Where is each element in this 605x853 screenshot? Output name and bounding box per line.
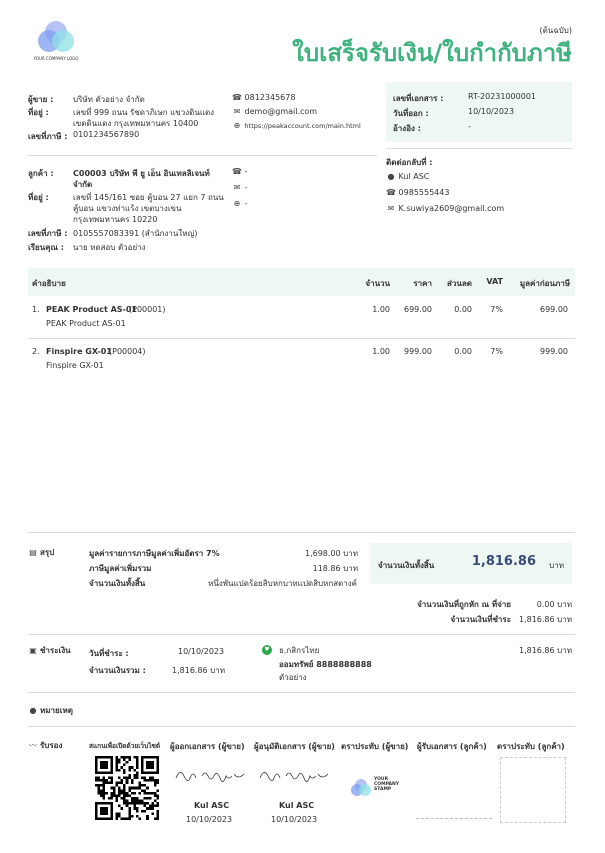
row-code: (P00001) — [129, 305, 166, 314]
total-words: หนึ่งพันแปดร้อยสิบหกบาทแปดสิบหกสตางค์ — [208, 579, 357, 588]
row-amount: 699.00 — [540, 305, 568, 314]
row-amount: 999.00 — [540, 347, 568, 356]
row-qty: 1.00 — [372, 347, 390, 356]
pay-date-label: วันที่ชำระ : — [89, 649, 129, 658]
stamp-text-1: YOUR — [374, 777, 389, 782]
globe-icon: ⊕ — [233, 199, 241, 208]
row-vat: 7% — [490, 347, 503, 356]
col-amount: มูลค่าก่อนภาษี — [519, 279, 570, 288]
summary-icon: ▤ — [29, 548, 37, 557]
row-no: 1. — [32, 305, 40, 314]
seller-tax-id: 0101234567890 — [73, 130, 140, 139]
email-icon: ✉ — [387, 204, 395, 213]
vat-base-label: มูลค่ารายการภาษีมูลค่าเพิ่มอัตรา 7% — [89, 549, 220, 558]
doc-info-box — [386, 82, 572, 142]
contact-label: ติดต่อกลับที่ : — [386, 158, 433, 167]
grand-total-box — [370, 543, 572, 584]
customer-phone: - — [244, 167, 248, 176]
customer-attn-label: เรียนคุณ : — [28, 243, 64, 252]
seller-tax-label: เลขที่ภาษี : — [28, 132, 68, 141]
col-desc: คำอธิบาย — [32, 279, 66, 288]
company-logo — [32, 18, 80, 62]
customer-stamp-label: ตราประทับ (ลูกค้า) — [497, 742, 565, 751]
cash-icon: ▣ — [29, 646, 37, 655]
row-name: Finspire GX-01 — [46, 347, 112, 356]
seller-address-label: ที่อยู่ : — [28, 108, 49, 117]
row-vat: 7% — [490, 305, 503, 314]
seller-name: บริษัท ตัวอย่าง จำกัด — [73, 95, 145, 104]
payment-right-amount: 1,816.86 บาท — [518, 646, 572, 655]
approver-signature — [258, 764, 336, 788]
col-qty: จำนวน — [365, 279, 390, 288]
issuer-signature — [174, 764, 252, 788]
customer-tax-label: เลขที่ภาษี : — [28, 229, 68, 238]
to-pay-label: จำนวนเงินที่ชำระ — [450, 615, 511, 624]
pay-date: 10/10/2023 — [178, 647, 225, 656]
doc-no-label: เลขที่เอกสาร : — [393, 94, 444, 103]
receiver-label: ผู้รับเอกสาร (ลูกค้า) — [417, 742, 487, 751]
email-icon: ✉ — [233, 183, 241, 192]
customer-tax-id: 0105557083391 (สำนักงานใหญ่) — [73, 229, 198, 238]
seller-address-1: เลขที่ 999 ถนน รัชดาภิเษก แขวงดินแดง — [73, 108, 215, 117]
company-stamp — [350, 776, 410, 800]
table-row — [28, 345, 575, 377]
approver-label: ผู้อนุมัติเอกสาร (ผู้ขาย) — [254, 742, 335, 751]
original-label: (ต้นฉบับ) — [539, 26, 572, 35]
row-name: PEAK Product AS-01 — [46, 305, 137, 314]
customer-email: - — [244, 183, 248, 192]
scan-label: สแกนเพื่อเปิดด้วยเว็บไซต์ — [89, 742, 161, 750]
note-label: หมายเหตุ — [40, 706, 73, 715]
row-sub: Finspire GX-01 — [46, 361, 104, 370]
to-pay-value: 1,816.86 บาท — [518, 615, 572, 624]
row-no: 2. — [32, 347, 40, 356]
contact-block — [386, 156, 572, 220]
seller-name-label: ผู้ขาย : — [28, 95, 54, 104]
signature-icon: 〰 — [29, 741, 37, 750]
table-row — [28, 303, 575, 335]
customer-website: - — [244, 199, 248, 208]
vat-value: 118.86 บาท — [312, 564, 358, 573]
col-discount: ส่วนลด — [447, 279, 472, 288]
phone-icon: ☎ — [386, 188, 396, 197]
row-price: 699.00 — [404, 305, 432, 314]
approval-label: รับรอง — [40, 741, 63, 750]
customer-contact — [232, 167, 292, 215]
note-section-label — [28, 704, 73, 717]
seller-email: demo@gmail.com — [244, 107, 318, 116]
bank-logo-icon: ♥ — [262, 645, 272, 655]
vat-label: ภาษีมูลค่าเพิ่มรวม — [89, 564, 152, 573]
person-icon: ● — [387, 172, 395, 181]
customer-address-3: กรุงเทพมหานคร 10220 — [73, 215, 158, 224]
bank-account-name: ตัวอย่าง — [279, 673, 307, 682]
customer-address-2: คู้บอน แขวงท่าแร้ง เขตบางเขน — [73, 204, 182, 213]
summary-section-label — [28, 546, 54, 559]
seller-website[interactable]: https://peakaccount.com/main.html — [244, 122, 361, 130]
row-price: 999.00 — [404, 347, 432, 356]
logo-text: YOUR COMPANY LOGO — [33, 56, 79, 61]
summary-label: สรุป — [40, 548, 55, 557]
seller-phone: 0812345678 — [244, 93, 296, 102]
payment-section-label — [28, 644, 71, 657]
withheld-value: 0.00 บาท — [536, 600, 572, 609]
contact-email: K.suwiya2609@gmail.com — [398, 204, 505, 213]
email-icon: ✉ — [233, 107, 241, 116]
issuer-name: Kul ASC — [194, 801, 230, 810]
phone-icon: ☎ — [232, 167, 242, 176]
seller-address-2: เขตดินแดง กรุงเทพมหานคร 10400 — [73, 119, 199, 128]
seller-block — [28, 93, 228, 141]
row-sub: PEAK Product AS-01 — [46, 319, 126, 328]
customer-attn: นาย ทดสอบ ตัวอย่าง — [73, 243, 146, 252]
row-discount: 0.00 — [454, 347, 472, 356]
contact-phone: 0985555443 — [398, 188, 450, 197]
document-title: ใบเสร็จรับเงิน/ใบกำกับภาษี — [292, 39, 572, 67]
seller-contact — [232, 93, 377, 135]
row-qty: 1.00 — [372, 305, 390, 314]
pay-amount-label: จำนวนเงินรวม : — [89, 666, 146, 675]
customer-block — [28, 167, 233, 252]
issuer-label: ผู้ออกเอกสาร (ผู้ขาย) — [170, 742, 245, 751]
bank-account: ออมทรัพย์ 8888888888 — [279, 660, 372, 669]
approver-name: Kul ASC — [279, 801, 315, 810]
customer-address-1: เลขที่ 145/161 ซอย คู้บอน 27 แยก 7 ถนน — [73, 193, 224, 202]
customer-name-1: C00003 บริษัท พี ยู เอ็น อินเทลลิเจนท์ — [73, 169, 210, 178]
pay-amount: 1,816.86 บาท — [172, 666, 226, 675]
row-discount: 0.00 — [454, 305, 472, 314]
customer-address-label: ที่อยู่ : — [28, 193, 49, 202]
vat-base-value: 1,698.00 บาท — [304, 549, 358, 558]
col-price: ราคา — [413, 279, 432, 288]
doc-no: RT-20231000001 — [468, 92, 537, 101]
stamp-label: ตราประทับ (ผู้ขาย) — [341, 742, 409, 751]
globe-icon: ⊕ — [233, 121, 241, 130]
bank-name: ธ.กสิกรไทย — [279, 646, 320, 655]
issuer-date: 10/10/2023 — [186, 815, 233, 824]
doc-date-label: วันที่ออก : — [393, 109, 429, 118]
grand-total-value: 1,816.86 — [471, 554, 536, 569]
total-label: จำนวนเงินทั้งสิ้น — [89, 579, 146, 588]
customer-name-2: จำกัด — [73, 180, 93, 189]
customer-name-label: ลูกค้า : — [28, 169, 54, 178]
phone-icon: ☎ — [232, 93, 242, 102]
contact-name: Kul ASC — [398, 172, 430, 181]
qr-code[interactable] — [95, 756, 159, 820]
withheld-label: จำนวนเงินที่ถูกหัก ณ ที่จ่าย — [417, 600, 511, 609]
doc-date: 10/10/2023 — [468, 107, 515, 116]
grand-total-unit: บาท — [549, 561, 564, 570]
speech-bubble-icon: ● — [29, 706, 37, 715]
grand-total-label: จำนวนเงินทั้งสิ้น — [378, 561, 435, 570]
doc-ref: - — [468, 122, 471, 131]
row-code: (P00004) — [109, 347, 146, 356]
table-header — [28, 268, 575, 296]
customer-stamp-area — [500, 757, 566, 823]
receiver-signature-line — [416, 818, 492, 819]
doc-ref-label: อ้างอิง : — [393, 124, 421, 133]
approval-section-label — [28, 739, 62, 752]
stamp-text-2: COMPANY — [374, 782, 399, 787]
approver-date: 10/10/2023 — [271, 815, 318, 824]
stamp-text-3: STAMP — [374, 787, 392, 792]
col-vat: VAT — [486, 277, 503, 286]
payment-label: ชำระเงิน — [40, 646, 71, 655]
